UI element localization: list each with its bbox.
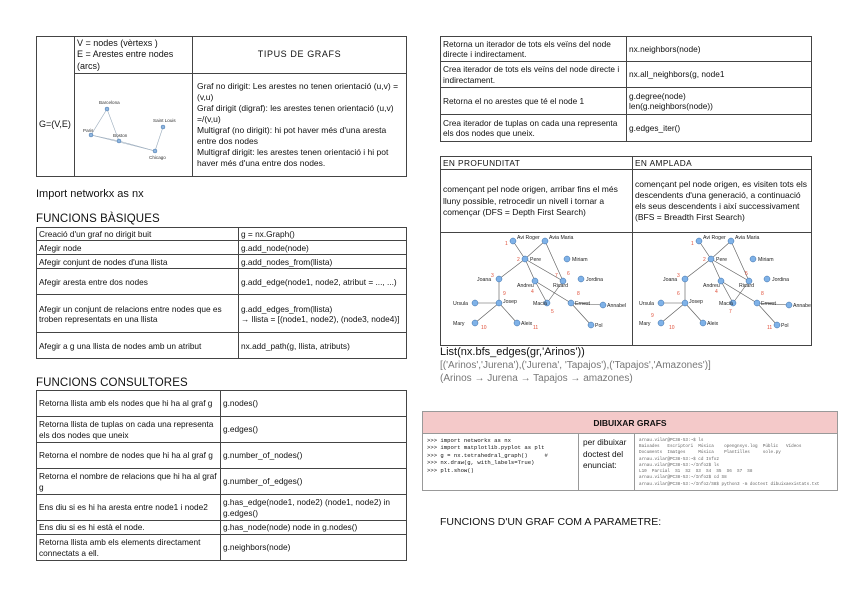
sample-city-graph	[77, 79, 189, 169]
graph-types-table	[36, 36, 407, 177]
terminal-line: arnau.vilar@PC38-53:~/Info2/S8$ python3 -m doctest dibuixaexistats.txt	[639, 481, 820, 487]
dfs-order: 2	[517, 257, 520, 264]
dfs-label: Macià	[533, 301, 547, 308]
dfs-node	[588, 322, 594, 328]
bfs-order: 5	[745, 271, 748, 278]
bfs-label: Jordina	[772, 277, 790, 284]
dfs-label: Joana	[477, 277, 492, 284]
table-row-code: g.neighbors(node)	[221, 535, 407, 561]
dfs-label: Andreu	[517, 283, 534, 290]
table-row-desc: Ens diu si es hi ha aresta entre node1 i node2	[37, 495, 221, 521]
table-row-code: g.number_of_nodes()	[221, 443, 407, 469]
label-chicago: Chicago	[149, 154, 166, 160]
bfs-call: List(nx.bfs_edges(gr,'Arinos'))	[440, 346, 585, 358]
dfs-node	[600, 302, 606, 308]
bfs-label: Miriam	[758, 257, 774, 264]
bfs-label: Andreu	[703, 283, 720, 290]
table-row-desc: Retorna un iterador de tots els veïns del node directe i indirectament.	[441, 37, 627, 62]
bfs-node	[754, 300, 760, 306]
table-row-code: g.edges()	[221, 417, 407, 443]
table-row-desc: Retorna llista de tuplas on cada una representa els dos nodes que uneix	[37, 417, 221, 443]
dfs-node	[472, 320, 478, 326]
dfs-order: 3	[491, 273, 494, 280]
bfs-family-graph	[633, 233, 811, 343]
bfs-graph-cell	[633, 233, 812, 346]
dfs-order: 10	[481, 325, 487, 332]
dfs-label: Jordina	[586, 277, 604, 284]
dfs-node	[514, 320, 520, 326]
table-row-desc: Crea iterador de tuplas on cada una representa els dos nodes que uneix.	[441, 115, 627, 142]
g-definition: G=(V,E)	[37, 73, 75, 176]
sample-graph-edges	[91, 109, 163, 151]
bfs-node	[696, 238, 702, 244]
terminal-line: arnau.vilar@PC38-53:~$ cd Info2	[639, 456, 719, 462]
label-barcelona: Barcelona	[99, 99, 120, 105]
terminal-line: L10 Parcial S1 S2 S3 S4 S5 S6 S7 S8	[639, 469, 753, 475]
dfs-node	[522, 256, 528, 262]
table-row-desc: Retorna el nombre de nodes que hi ha al graf g	[37, 443, 221, 469]
query-functions-title: FUNCIONS CONSULTORES	[36, 377, 188, 389]
dfs-order: 1	[505, 241, 508, 248]
table-row-code: g.add_node(node)	[239, 241, 407, 255]
dfs-order: 8	[577, 291, 580, 298]
vertex-edge-definition: V = nodes (vèrtexs ) E = Arestes entre nodes (arcs)	[75, 37, 193, 74]
dfs-node	[496, 300, 502, 306]
bfs-label: Annabel	[793, 303, 811, 310]
dfs-label: Miriam	[572, 257, 588, 264]
table-row-desc: Crea iterador de tots els veïns del node directe i indirectament.	[441, 62, 627, 88]
dfs-label: Pol	[595, 323, 603, 330]
dfs-order: 11	[533, 325, 539, 332]
dfs-order: 4	[531, 289, 534, 296]
depth-first-description: començant pel node origen, arribar fins el més lluny possible, retrocedir un nivell i tornar a començar (DFS = Depth First Search)	[441, 170, 633, 233]
bfs-node	[750, 256, 756, 262]
terminal-line: Baixades Escriptori Música opengnsys.log Públic Vídeos	[639, 444, 802, 450]
dfs-label: Mary	[453, 321, 465, 328]
terminal-output	[635, 434, 837, 490]
dfs-label: Pere	[530, 257, 541, 264]
bfs-label: Avia Maria	[735, 235, 760, 242]
dfs-label: Ernest	[575, 301, 590, 308]
sample-graph-cell	[75, 73, 193, 176]
table-row-desc: Afegir un conjunt de relacions entre nodes que es troben representats en una llista	[37, 295, 239, 333]
bfs-node	[728, 238, 734, 244]
table-row-code: g.add_nodes_from(llista)	[239, 255, 407, 269]
bfs-node	[658, 300, 664, 306]
table-row-code: nx.add_path(g, llista, atributs)	[239, 333, 407, 359]
dfs-order: 5	[551, 309, 554, 316]
bfs-node	[708, 256, 714, 262]
bfs-order: 2	[703, 257, 706, 264]
iterators-table	[440, 36, 812, 142]
bfs-label: Avi Roger	[703, 235, 726, 242]
bfs-node	[774, 322, 780, 328]
dfs-label: Avia Maria	[549, 235, 574, 242]
node-chicago	[153, 149, 157, 153]
bfs-order: 1	[691, 241, 694, 248]
dfs-order: 6	[567, 271, 570, 278]
code-line: >>> import matplotlib.pyplot as plt	[427, 444, 545, 452]
table-row-code: g.number_of_edges()	[221, 469, 407, 495]
bfs-path: (Arinos → Jurena → Tapajos → amazones)	[440, 373, 633, 384]
table-row-code: g.degree(node) len(g.neighbors(node))	[627, 88, 812, 115]
node-paris	[89, 133, 93, 137]
code-line: >>> import networkx as nx	[427, 437, 511, 444]
dfs-graph-cell	[441, 233, 633, 346]
dfs-label: Aleix	[521, 321, 533, 328]
search-table	[440, 156, 812, 346]
bfs-node	[786, 302, 792, 308]
dfs-order: 9	[503, 291, 506, 298]
bfs-node	[700, 320, 706, 326]
dfs-node	[510, 238, 516, 244]
basic-functions-table	[36, 227, 407, 359]
bfs-order: 7	[729, 309, 732, 316]
table-row-desc: Afegir aresta entre dos nodes	[37, 269, 239, 295]
table-row-code: g.nodes()	[221, 391, 407, 417]
doctest-note: per dibuixar doctest del enunciat:	[579, 434, 635, 490]
bfs-order: 8	[761, 291, 764, 298]
bfs-label: Pol	[781, 323, 789, 330]
bfs-label: Macià	[719, 301, 733, 308]
dfs-label: Josep	[503, 299, 517, 306]
table-row-code: g.add_edge(node1, node2, atribut = ..., ...)	[239, 269, 407, 295]
bfs-node	[682, 300, 688, 306]
bfs-order: 4	[715, 289, 718, 296]
breadth-first-description: començant pel node origen, es visiten tots els descendents d'una generació, a continuació els seus descendents i així successivament (BFS = Breadth First Search)	[633, 170, 812, 233]
label-boston: Boston	[113, 132, 128, 138]
dfs-node	[568, 300, 574, 306]
graph-types-description: Graf no dirigit: Les arestes no tenen orientació (u,v) = (v,u) Graf dirigit (digraf): les arestes tenen orientació (u,v) =/(v,u) Multigraf (no dirigit): hi pot haver més d'una aresta entre dos nodes Multigraf dirigit: les arestes tenen orientació i hi pot haver més d'una entre dos nodes.	[193, 73, 407, 176]
label-saint-louis: Saint Louis	[153, 117, 176, 123]
code-line: >>> nx.draw(g, with_labels=True)	[427, 459, 535, 467]
bfs-label: Josep	[689, 299, 703, 306]
depth-first-heading: EN PROFUNDITAT	[441, 157, 633, 170]
dfs-node	[542, 238, 548, 244]
table-row-desc: Retorna el nombre de relacions que hi ha al graf g	[37, 469, 221, 495]
bfs-label: Mary	[639, 321, 651, 328]
bfs-label: Ursula	[639, 301, 654, 308]
table-row-desc: Creació d'un graf no dirigit buit	[37, 228, 239, 241]
code-line: >>> plt.show()	[427, 466, 474, 474]
bfs-node	[658, 320, 664, 326]
terminal-line: arnau.vilar@PC38-53:~$ ls	[639, 438, 704, 443]
table-row-code: g.add_edges_from(llista) → llista = [(node1, node2), (node3, node4)]	[239, 295, 407, 333]
dfs-label: Ursula	[453, 301, 468, 308]
bfs-order: 10	[669, 325, 675, 332]
table-row-desc: Afegir node	[37, 241, 239, 255]
node-saint-louis	[161, 125, 165, 129]
draw-graphs-box	[422, 411, 838, 491]
query-functions-table	[36, 390, 407, 561]
dfs-node	[578, 276, 584, 282]
draw-graphs-title: DIBUIXAR GRAFS	[423, 412, 837, 434]
dfs-family-graph	[441, 233, 631, 343]
import-statement: Import networkx as nx	[36, 188, 144, 200]
node-barcelona	[105, 107, 109, 111]
bfs-node	[682, 276, 688, 282]
table-row-code: g.has_edge(node1, node2) (node1, node2) in g.edges()	[221, 495, 407, 521]
bfs-label: Ernest	[761, 301, 776, 308]
table-row-code: nx.all_neighbors(g, node1	[627, 62, 812, 88]
draw-code-block	[423, 434, 579, 490]
code-line: >>> g = nx.tetrahedral_graph() #	[427, 451, 548, 459]
terminal-line: arnau.vilar@PC38-53:~/Info2$ cd S8	[639, 475, 727, 481]
label-paris: Paris	[83, 127, 94, 133]
dfs-label: Annabel	[607, 303, 627, 310]
dfs-label: Avi Roger	[517, 235, 540, 242]
bfs-label: Joana	[663, 277, 678, 284]
breadth-first-heading: EN AMPLADA	[633, 157, 812, 170]
graph-types-heading: TIPUS DE GRAFS	[193, 37, 407, 74]
table-row-code: g.edges_iter()	[627, 115, 812, 142]
bfs-label: Pere	[716, 257, 727, 264]
table-row-desc: Afegir conjunt de nodes d'una llista	[37, 255, 239, 269]
graph-as-parameter-title: FUNCIONS D'UN GRAF COM A PARAMETRE:	[440, 516, 662, 528]
terminal-line: arnau.vilar@PC38-53:~/Info2$ ls	[639, 462, 719, 468]
dfs-order: 7	[555, 273, 558, 280]
bfs-order: 3	[677, 273, 680, 280]
basic-functions-title: FUNCIONS BÀSIQUES	[36, 213, 160, 225]
bfs-result: [('Arinos','Jurena'),('Jurena', 'Tapajos'),('Tapajos','Amazones')]	[440, 360, 711, 371]
table-row-desc: Retorna llista amb els nodes que hi ha al graf g	[37, 391, 221, 417]
bfs-order: 11	[767, 325, 773, 332]
bfs-node	[764, 276, 770, 282]
table-row-desc: Ens diu si es hi està el node.	[37, 521, 221, 535]
table-row-desc: Retorna llista amb els elements directament connectats a ell.	[37, 535, 221, 561]
bfs-label: Aleix	[707, 321, 719, 328]
table-row-desc: Retorna el no arestes que té el node 1	[441, 88, 627, 115]
node-boston	[117, 139, 121, 143]
table-row-desc: Afegir a g una llista de nodes amb un atribut	[37, 333, 239, 359]
bfs-label: Ricard	[739, 283, 754, 290]
dfs-node	[496, 276, 502, 282]
table-row-code: g.has_node(node) node in g.nodes()	[221, 521, 407, 535]
terminal-line: Documents Imatges Música Plantilles sole.py	[639, 450, 781, 456]
table-row-code: g = nx.Graph()	[239, 228, 407, 241]
dfs-node	[564, 256, 570, 262]
dfs-node	[472, 300, 478, 306]
bfs-order: 6	[677, 291, 680, 298]
table-row-code: nx.neighbors(node)	[627, 37, 812, 62]
dfs-label: Ricard	[553, 283, 568, 290]
bfs-order: 9	[651, 313, 654, 320]
